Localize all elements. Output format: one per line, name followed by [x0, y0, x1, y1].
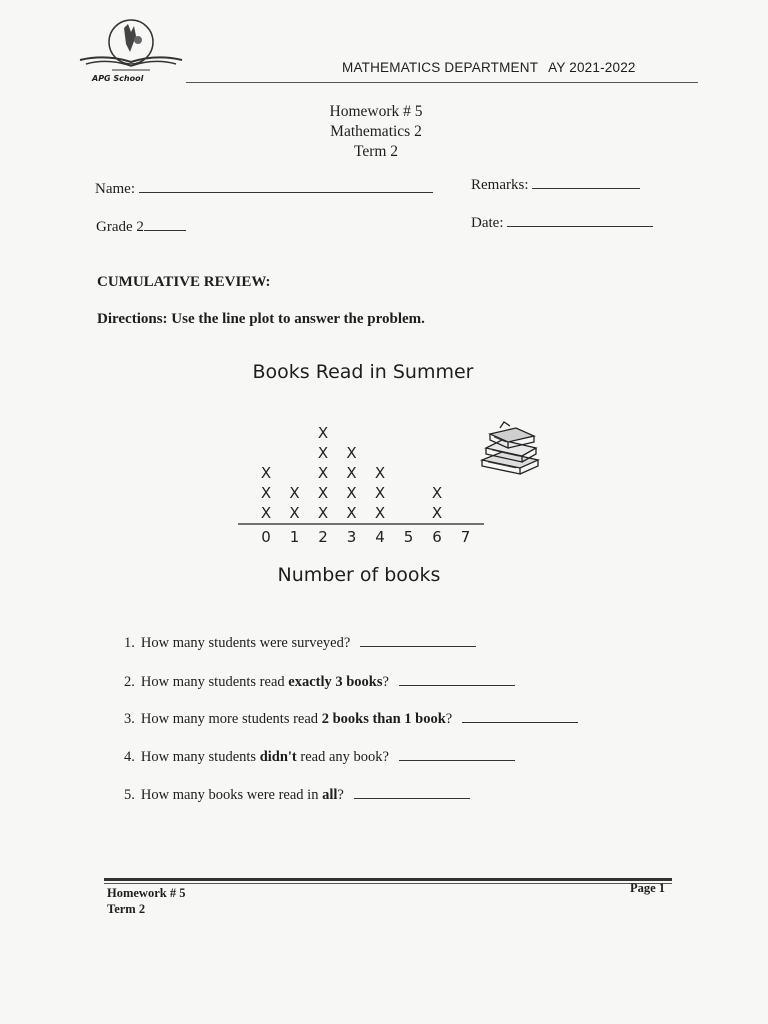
x-mark: X	[317, 464, 329, 482]
x-mark: X	[431, 504, 443, 522]
question-number: 2.	[124, 674, 135, 690]
question-number: 5.	[124, 787, 135, 803]
remarks-field	[471, 176, 640, 194]
books-stack-icon	[476, 420, 542, 478]
line-plot	[234, 426, 490, 550]
question-text: How many students	[140, 749, 260, 765]
x-mark: X	[260, 464, 272, 482]
term-title: Term 2	[353, 143, 399, 160]
x-tick-label: 2	[318, 528, 328, 546]
footer-divider-thick	[104, 878, 672, 881]
date-blank[interactable]	[507, 214, 653, 227]
question-text: all	[322, 787, 338, 803]
question-text: read any book?	[296, 749, 389, 765]
x-mark: X	[374, 504, 386, 522]
question-2	[124, 673, 515, 691]
x-mark: X	[374, 464, 386, 482]
directions-text: Directions: Use the line plot to answer the problem.	[97, 311, 425, 327]
grade-blank[interactable]	[144, 218, 186, 231]
question-5	[124, 786, 470, 804]
question-4	[124, 748, 515, 766]
page-number: Page 1	[630, 881, 666, 895]
footer-homework: Homework # 5	[107, 886, 186, 900]
remarks-blank[interactable]	[532, 176, 640, 189]
x-mark: X	[317, 426, 329, 442]
homework-title: Homework # 5	[329, 103, 423, 120]
chart-title: Books Read in Summer	[252, 361, 474, 383]
question-1	[124, 634, 476, 652]
question-text: How many students were	[140, 635, 292, 651]
remarks-label: Remarks:	[471, 177, 529, 193]
question-text: ?	[445, 711, 453, 727]
question-text: 2 books than 1 book	[321, 711, 446, 727]
answer-blank[interactable]	[399, 748, 515, 761]
name-label: Name:	[95, 181, 135, 197]
x-tick-label: 4	[375, 528, 385, 546]
x-mark: X	[346, 464, 357, 482]
question-text: exactly 3 books	[288, 674, 383, 690]
answer-blank[interactable]	[399, 673, 515, 686]
question-number: 3.	[124, 711, 135, 727]
question-3	[124, 710, 578, 728]
date-label: Date:	[471, 215, 504, 231]
x-mark: X	[317, 484, 329, 502]
question-text: ?	[337, 787, 344, 803]
question-text: surveyed?	[291, 635, 351, 651]
x-tick-label: 7	[460, 528, 471, 546]
x-mark: X	[431, 484, 443, 502]
question-number: 4.	[124, 749, 135, 765]
x-mark: X	[260, 504, 272, 522]
x-mark: X	[346, 484, 357, 502]
subject-title: Mathematics 2	[330, 123, 422, 140]
answer-blank[interactable]	[360, 634, 476, 647]
question-text: ?	[382, 674, 389, 690]
x-tick-label: 1	[289, 528, 300, 546]
x-tick-label: 6	[432, 528, 442, 546]
academic-year: AY 2021-2022	[548, 60, 636, 75]
question-text: How many books were read in	[140, 787, 323, 803]
grade-label: Grade 2	[96, 219, 144, 235]
document-title-block	[0, 102, 752, 162]
x-mark: X	[317, 504, 329, 522]
answer-blank[interactable]	[462, 710, 578, 723]
x-mark: X	[289, 484, 300, 502]
x-mark: X	[317, 444, 329, 462]
section-heading: CUMULATIVE REVIEW:	[97, 274, 271, 290]
school-name: APG School	[92, 74, 144, 83]
question-text: didn't	[259, 749, 297, 765]
x-tick-label: 0	[261, 528, 271, 546]
grade-field	[96, 218, 186, 236]
question-text: How many more students read	[140, 711, 322, 727]
question-number: 1.	[124, 635, 135, 651]
x-mark: X	[289, 504, 300, 522]
footer-term: Term 2	[107, 902, 146, 916]
footer-divider-thin	[104, 883, 672, 884]
header-divider	[186, 82, 698, 83]
x-tick-label: 5	[403, 528, 414, 546]
date-field	[471, 214, 653, 232]
department-header	[342, 60, 636, 75]
x-mark: X	[346, 444, 357, 462]
x-mark: X	[374, 484, 386, 502]
answer-blank[interactable]	[354, 786, 470, 799]
name-field	[95, 180, 433, 198]
x-mark: X	[346, 504, 357, 522]
footer-left	[107, 885, 185, 917]
x-mark: X	[260, 484, 272, 502]
x-tick-label: 3	[346, 528, 357, 546]
question-text: How many students read	[140, 674, 289, 690]
department-name: MATHEMATICS DEPARTMENT	[342, 60, 539, 75]
x-axis-title: Number of books	[277, 564, 441, 586]
name-blank[interactable]	[139, 180, 433, 193]
